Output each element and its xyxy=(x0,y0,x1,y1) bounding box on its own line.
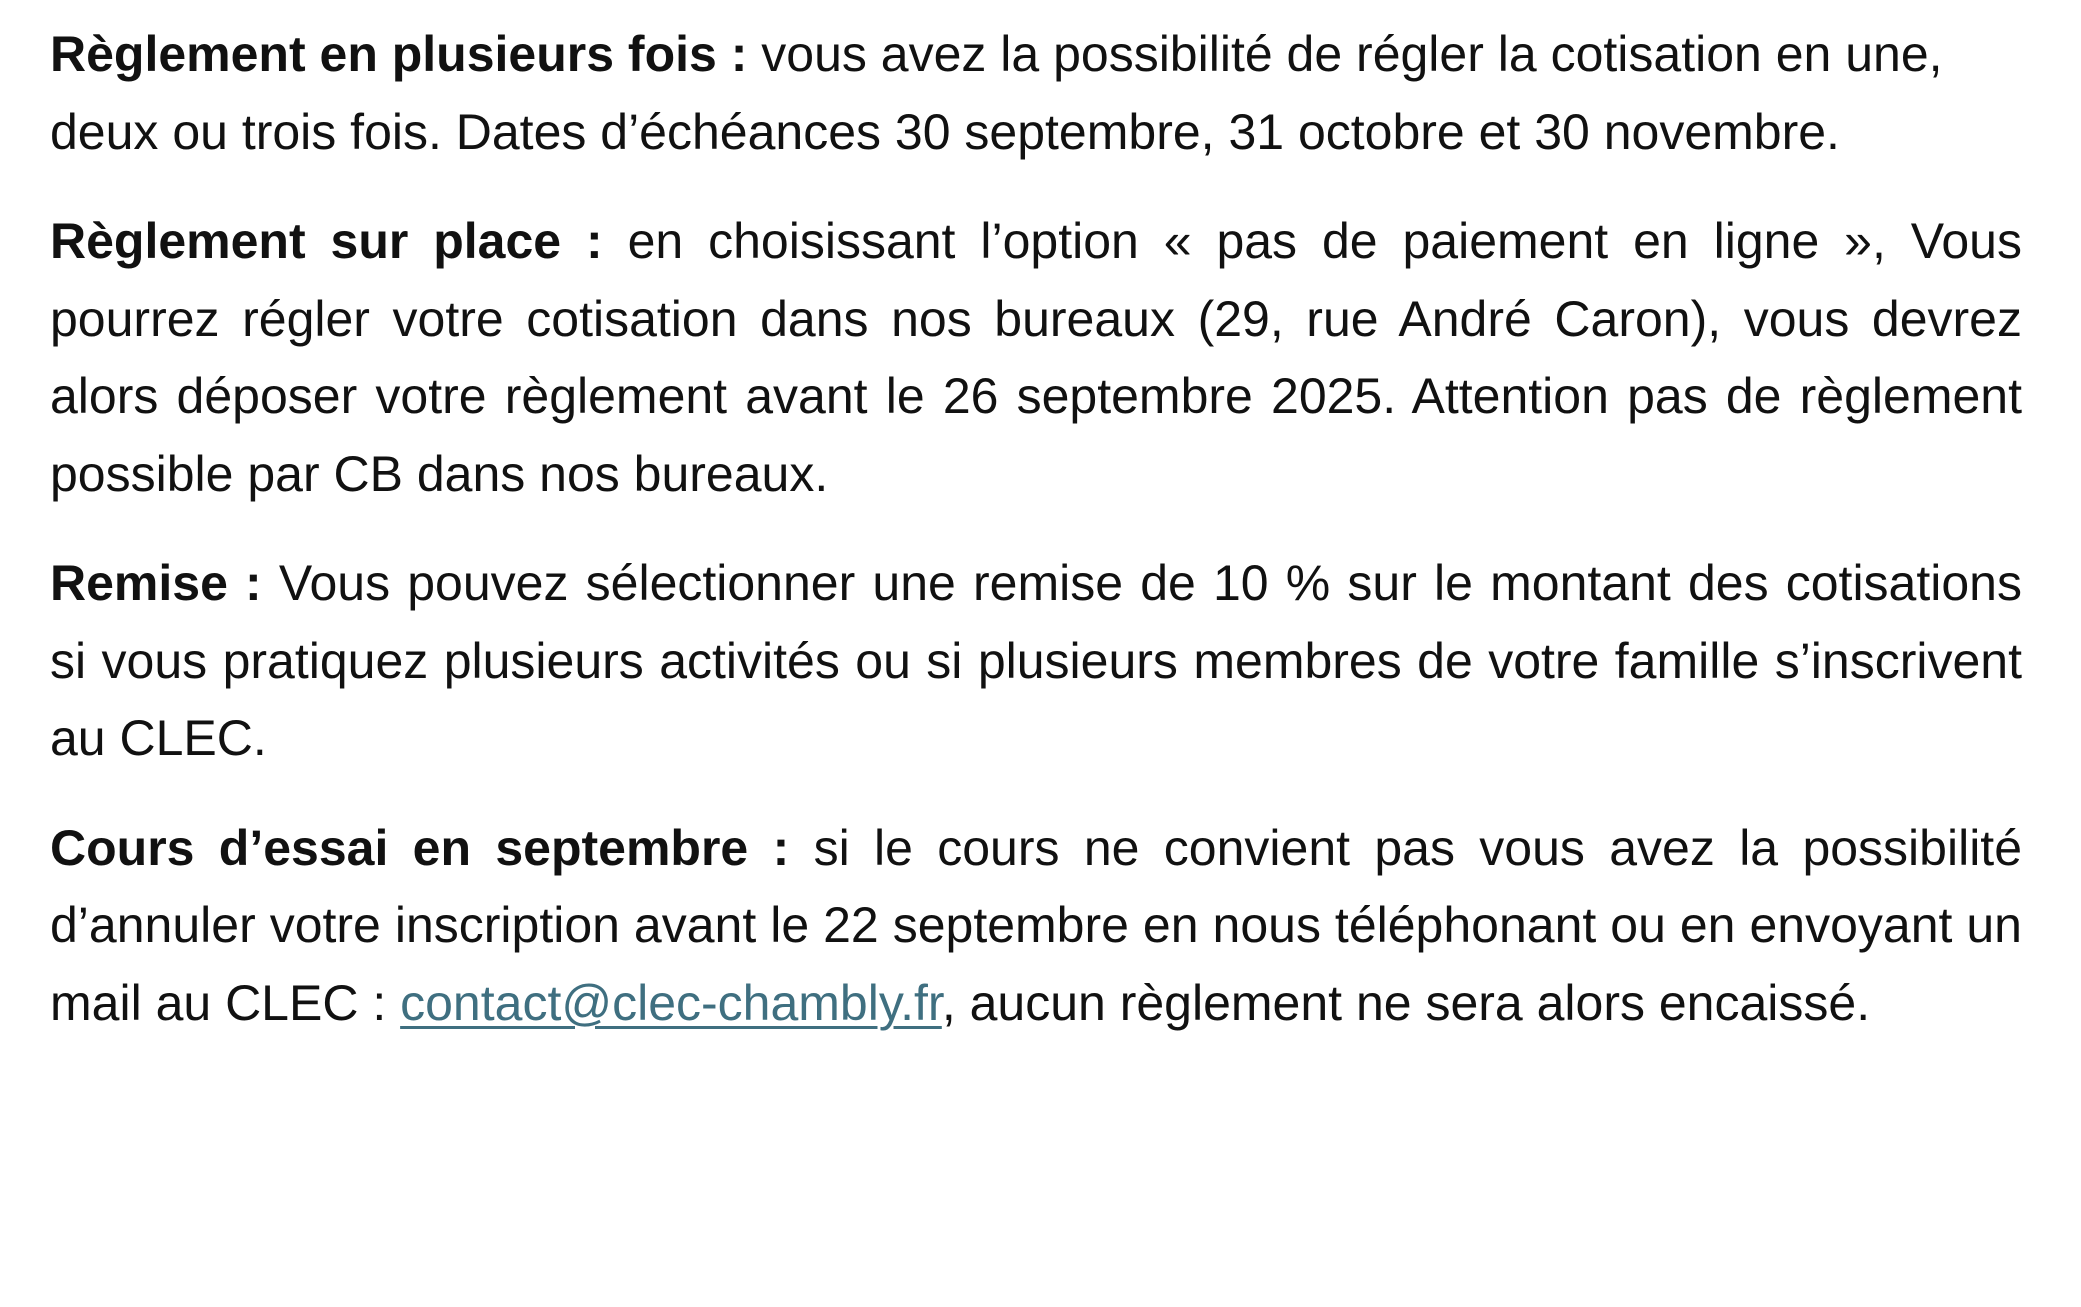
on-site-payment-heading: Règlement sur place : xyxy=(50,213,603,269)
paragraph-on-site-payment xyxy=(50,203,2022,513)
on-site-payment-text: en choisissant l’option « pas de paiement en ligne », Vous pourrez régler votre cotisation dans nos bureaux (29, rue André Caron), vous devrez alors déposer votre règlement avant le 26 septembre 2025. Attention pas de règlement possible par CB dans nos bureaux. xyxy=(50,213,2022,502)
installments-heading: Règlement en plusieurs fois : xyxy=(50,26,748,82)
paragraph-discount xyxy=(50,545,2022,778)
discount-heading: Remise : xyxy=(50,555,262,611)
installments-text: vous avez la possibilité de régler la cotisation en une, deux ou trois fois. Dates d’échéances 30 septembre, 31 octobre et 30 novembre. xyxy=(50,26,1943,160)
paragraph-trial-course xyxy=(50,810,2022,1043)
paragraph-installments xyxy=(50,16,2022,171)
trial-course-text-end: , aucun règlement ne sera alors encaissé. xyxy=(941,974,1871,1031)
contact-email-link[interactable]: contact@clec-chambly.fr xyxy=(400,974,942,1031)
trial-course-text: si le cours ne convient pas vous avez la possibilité d’annuler votre inscription avant le 22 septembre en nous téléphonant ou en envoyant un mail au CLEC : xyxy=(50,819,2023,1031)
document-body xyxy=(50,16,2022,1074)
discount-text: Vous pouvez sélectionner une remise de 10 % sur le montant des cotisations si vous pratiquez plusieurs activités ou si plusieurs membres de votre famille s’inscrivent au CLEC. xyxy=(50,555,2022,766)
trial-course-heading: Cours d’essai en septembre : xyxy=(50,819,790,876)
